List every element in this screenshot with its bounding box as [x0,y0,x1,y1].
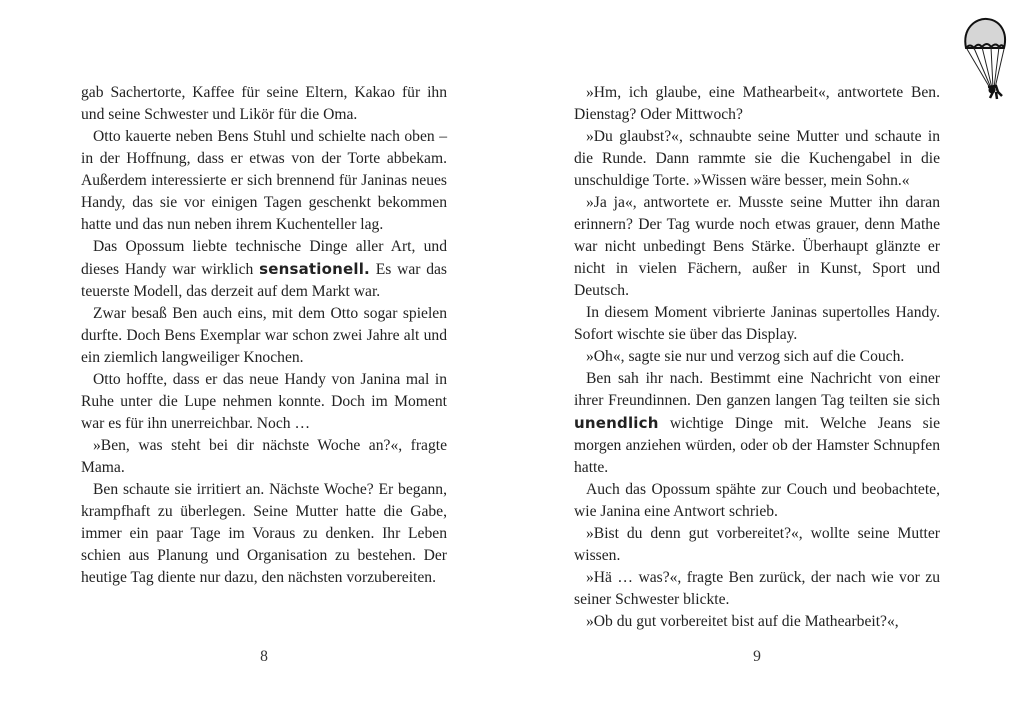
paragraph: Otto kauerte neben Bens Stuhl und schielte nach oben – in der Hoffnung, dass er etwas von der Torte abbekam. Außerdem interessierte er sich brennend für Janinas neues Handy, das sie vor einigen Tagen geschenkt bekommen hatte und das nun neben ihrem Kuchenteller lag. [81,128,447,233]
page-number-right: 9 [753,648,761,665]
paragraph: »Ben, was steht bei dir nächste Woche an?«, fragte Mama. [81,437,447,476]
paragraph: »Hä … was?«, fragte Ben zurück, der nach wie vor zu seiner Schwester blickte. [574,569,940,608]
paragraph: »Ja ja«, antwortete er. Musste seine Mutter ihn daran erinnern? Der Tag wurde noch etwas grauer, denn Mathe war nicht unbedingt Bens Stärke. Überhaupt glänzte er nicht in vielen Fächern, außer in Kunst, Sport und Deutsch. [574,194,940,299]
page-number-left: 8 [260,648,268,665]
paragraph: Zwar besaß Ben auch eins, mit dem Otto sogar spielen durfte. Doch Bens Exemplar war schon zwei Jahre alt und ein ziemlich langweiliger Knochen. [81,305,447,366]
paragraph: »Oh«, sagte sie nur und verzog sich auf die Couch. [586,348,905,365]
right-page-text [574,82,940,633]
paragraph: »Ob du gut vorbereitet bist auf die Mathearbeit?«, [586,613,899,630]
paragraph: Auch das Opossum spähte zur Couch und beobachtete, wie Janina eine Antwort schrieb. [574,481,940,520]
paragraph: gab Sachertorte, Kaffee für seine Eltern, Kakao für ihn und seine Schwester und Likör für die Oma. [81,84,447,123]
paragraph: »Bist du denn gut vorbereitet?«, wollte seine Mutter wissen. [574,525,940,564]
paragraph: Ben schaute sie irritiert an. Nächste Woche? Er begann, krampfhaft zu überlegen. Seine Mutter hatte die Gabe, immer ein paar Tage im Voraus zu denken. Ihr Leben schien aus Planung und Organisation zu bestehen. Der heutige Tag diente nur dazu, den nächsten vorzubereiten. [81,481,447,586]
emphasized-word: unendlich [574,414,659,432]
paragraph: Das Opossum liebte technische Dinge aller Art, und dieses Handy war wirklich sensationell. Es war das teuerste Modell, das derzeit auf dem Markt war. [81,238,448,300]
paragraph: »Du glaubst?«, schnaubte seine Mutter und schaute in die Runde. Dann rammte sie die Kuchengabel in die unschuldige Torte. »Wissen wäre besser, mein Sohn.« [574,128,940,189]
parachute-icon [960,16,1010,102]
paragraph: »Hm, ich glaube, eine Mathearbeit«, antwortete Ben. Dienstag? Oder Mittwoch? [574,84,940,123]
paragraph: In diesem Moment vibrierte Janinas supertolles Handy. Sofort wischte sie über das Display. [574,304,940,343]
paragraph: Otto hoffte, dass er das neue Handy von Janina mal in Ruhe unter die Lupe nehmen konnte. Doch im Moment war es für ihn unerreichbar. Noch … [81,371,447,432]
paragraph: Ben sah ihr nach. Bestimmt eine Nachricht von einer ihrer Freundinnen. Den ganzen langen Tag teilten sie sich unendlich wichtige Dinge mit. Welche Jeans sie morgen anziehen würden, oder ob der Hamster Schnupfen hatte. [574,370,940,476]
emphasized-word: sensationell. [259,260,370,278]
left-page-text [81,82,447,589]
